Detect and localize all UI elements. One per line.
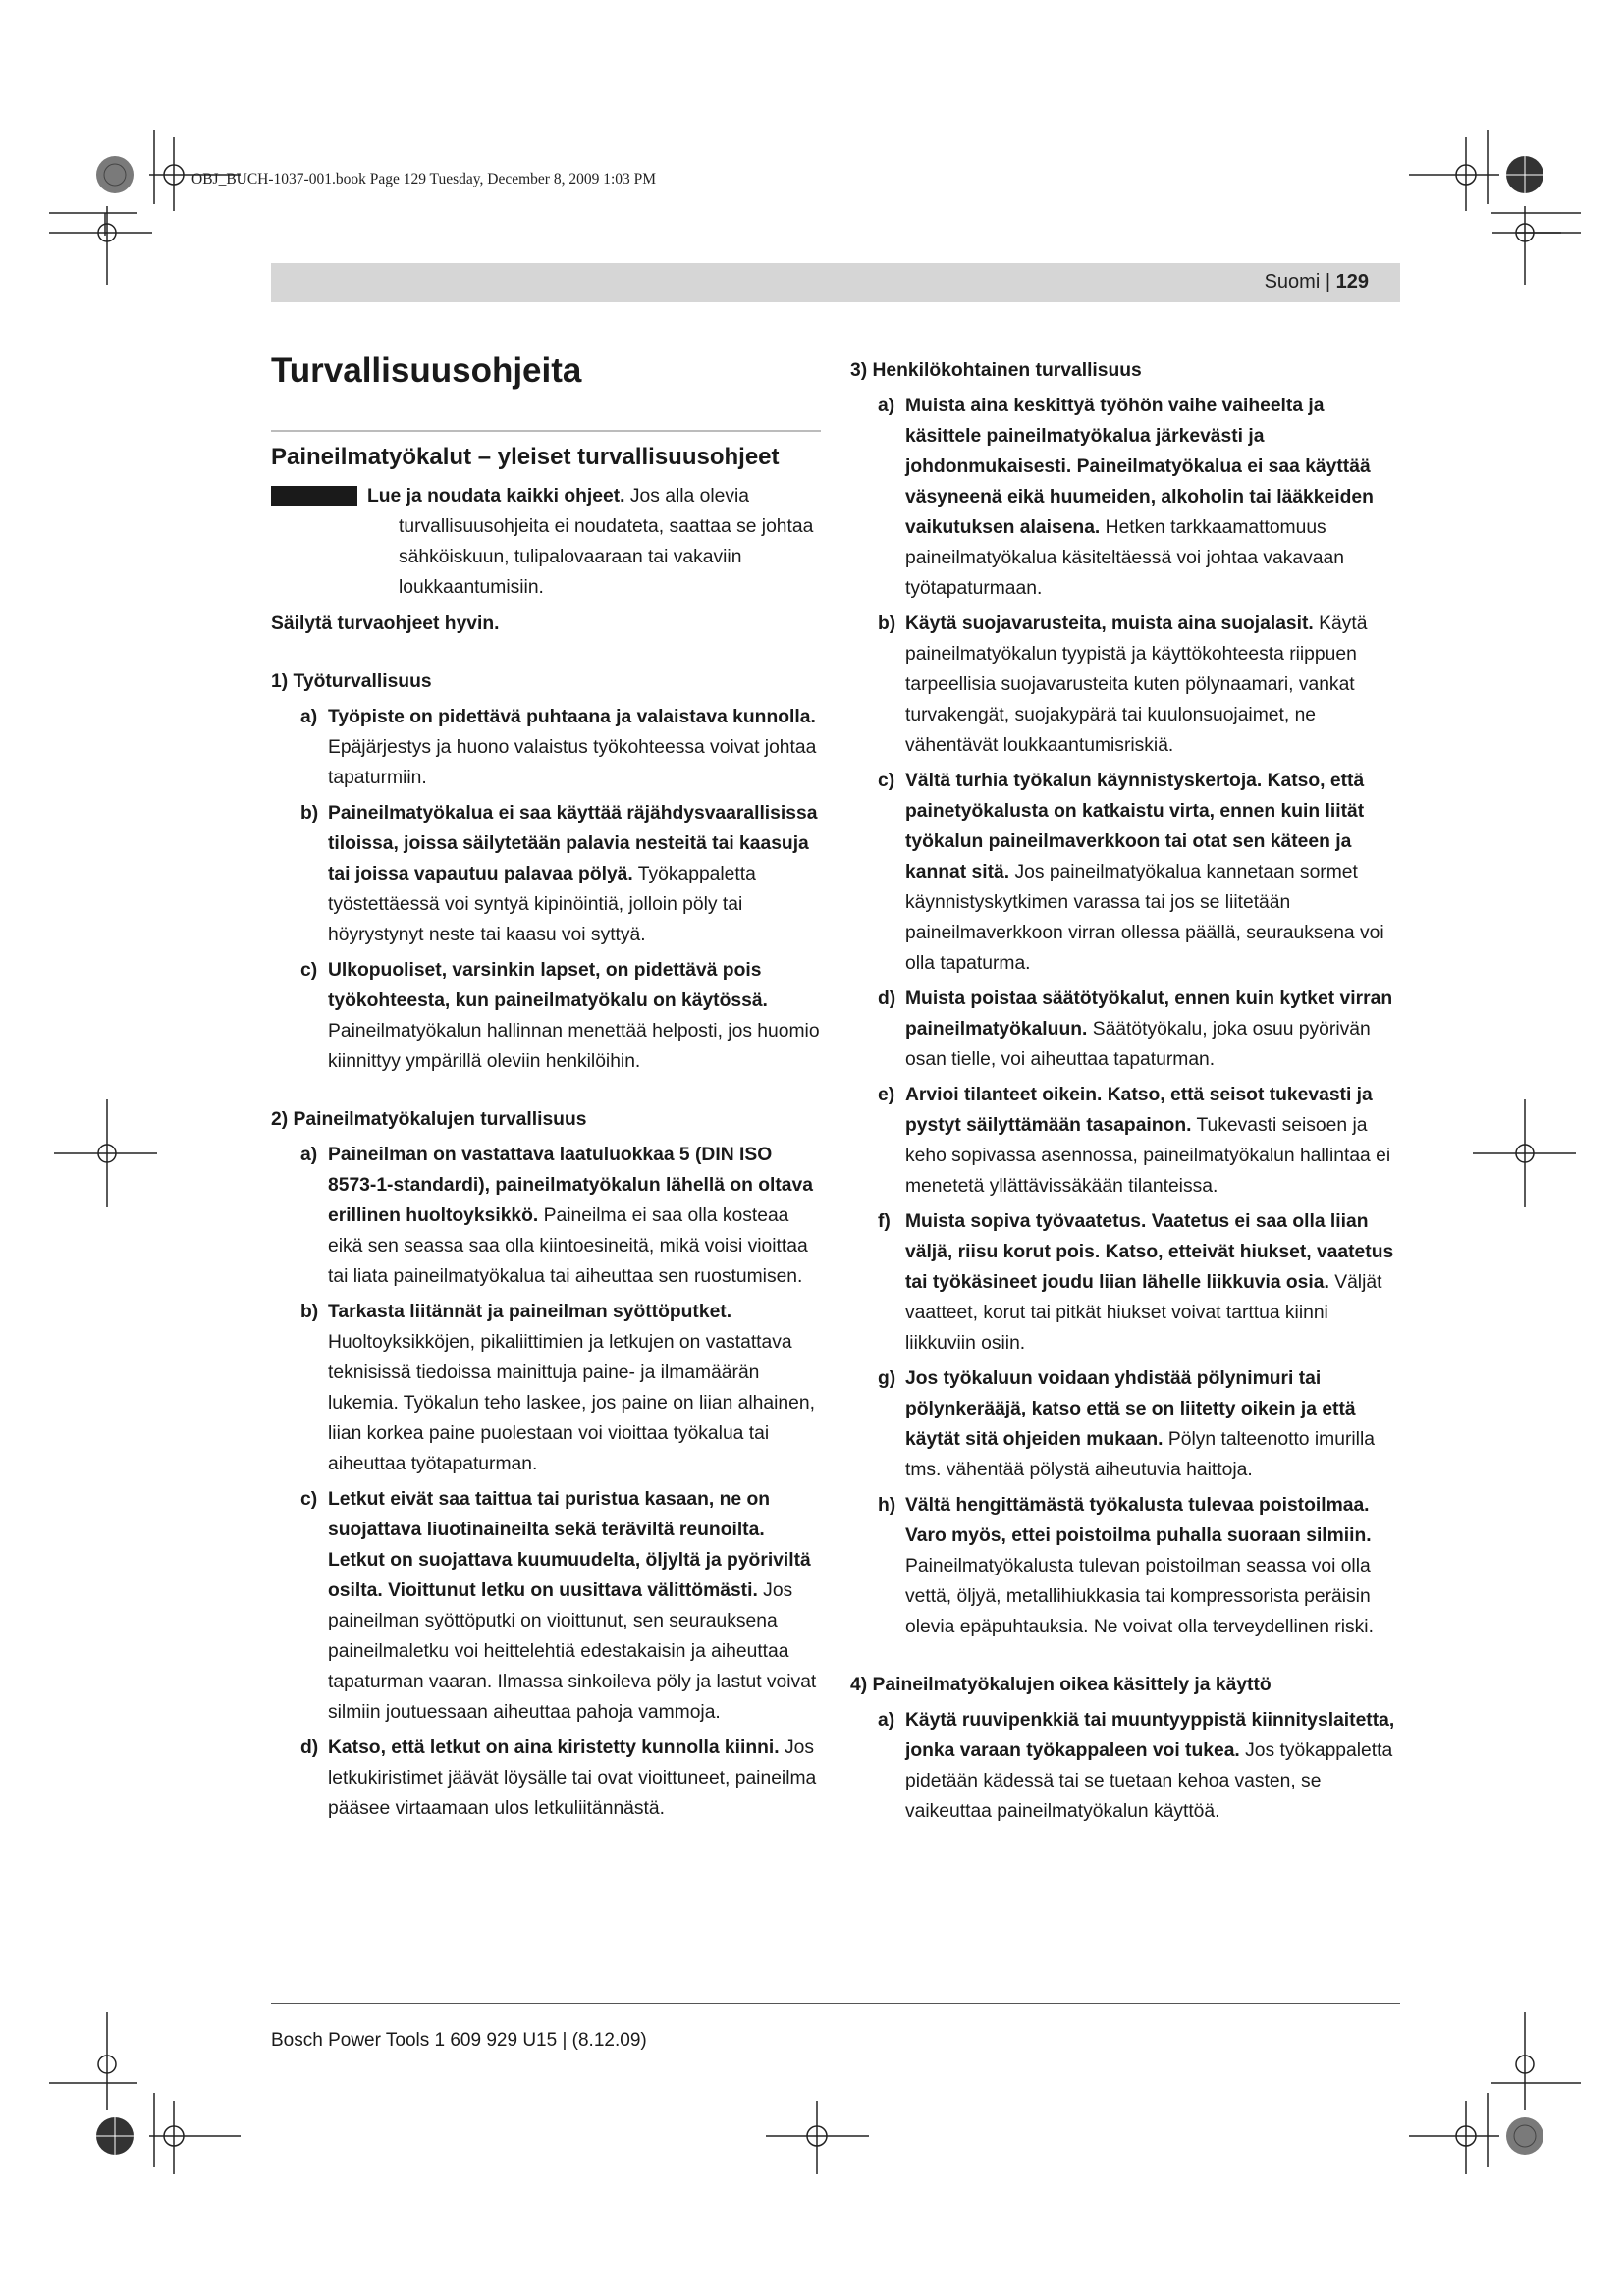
item-label: c) bbox=[300, 1489, 318, 1511]
item-bold: Paineilmatyökalua ei saa käyttää räjähdysvaarallisissa tiloissa, joissa säilytetään palavia nesteitä tai kaasuja tai joissa vapautuu palavaa pölyä. bbox=[328, 803, 818, 885]
item-bold: Tarkasta liitännät ja paineilman syöttöputket. bbox=[328, 1302, 732, 1323]
list-item bbox=[878, 1206, 1400, 1359]
section-subtitle: Paineilmatyökalut – yleiset turvallisuusohjeet bbox=[271, 444, 780, 471]
item-label: e) bbox=[878, 1085, 895, 1105]
item-text: Jos paineilmatyökalua kannetaan sormet käynnistyskytkimen varassa tai jos se liitetään paineilmaverkkoon virran ollessa päällä, seurauksena voi olla tapaturma. bbox=[905, 862, 1384, 974]
page-title: Turvallisuusohjeita bbox=[271, 351, 582, 390]
item-text: Paineilmatyökalusta tulevan poistoilman seassa voi olla vettä, öljyä, metallihiukkasia tai kompressorista peräisin olevia epäpuhtauksia. Ne voivat olla terveydellinen riski. bbox=[905, 1556, 1374, 1637]
item-body bbox=[905, 609, 1400, 761]
item-text: Säätötyökalu, joka osuu pyörivän osan tielle, voi aiheuttaa tapaturman. bbox=[905, 1019, 1371, 1070]
item-text: Jos letkukiristimet jäävät löysälle tai ovat vioittuneet, paineilma pääsee virtaamaan ulos letkuliitännästä. bbox=[328, 1737, 817, 1820]
warning-badge: ▲ VAROITUS bbox=[271, 486, 357, 506]
item-text: Paineilmatyökalun hallinnan menettää helposti, jos huomio kiinnittyy ympärillä oleviin henkilöihin. bbox=[328, 1021, 820, 1073]
list-item bbox=[878, 1705, 1400, 1827]
item-label: g) bbox=[878, 1368, 896, 1389]
item-bold: Käytä ruuvipenkkiä tai muuntyyppistä kiinnityslaitetta, jonka varaan työkappaleen voi tukea. bbox=[905, 1710, 1395, 1761]
item-bold: Muista poistaa säätötyökalut, ennen kuin kytket virran paineilmatyökaluun. bbox=[905, 988, 1393, 1040]
section-items bbox=[271, 1140, 821, 1824]
warning-paragraph bbox=[20, 481, 821, 603]
page-header bbox=[271, 263, 1400, 302]
item-label: b) bbox=[300, 1302, 319, 1323]
item-body bbox=[905, 1490, 1400, 1642]
item-text: Paineilma ei saa olla kosteaa eikä sen seassa saa olla kiintoesineitä, mikä voisi vioittaa tai liata paineilmatyökalua tai aiheuttaa sen ruostumisen. bbox=[328, 1205, 808, 1288]
warning-lead: Lue ja noudata kaikki ohjeet. bbox=[367, 486, 625, 507]
list-item bbox=[300, 798, 821, 950]
section-heading: 4) Paineilmatyökalujen oikea käsittely ja käyttö bbox=[850, 1675, 1272, 1695]
item-label: a) bbox=[878, 1710, 895, 1731]
right-column bbox=[850, 344, 1400, 1827]
list-item bbox=[878, 766, 1400, 979]
left-column bbox=[20, 344, 821, 1824]
item-label: d) bbox=[300, 1737, 319, 1759]
item-body bbox=[328, 1297, 821, 1479]
item-text: Käytä paineilmatyökalun tyypistä ja käyttökohteesta riippuen tarpeellisia suojavarusteita kuten pölynaamari, vankat turvakengät, suojakypärä tai kuulonsuojaimet, ne vähentävät loukkaantumisriskiä. bbox=[905, 614, 1368, 756]
item-label: c) bbox=[300, 960, 318, 982]
item-label: d) bbox=[878, 988, 896, 1009]
item-body bbox=[905, 1363, 1400, 1485]
item-body bbox=[328, 1140, 821, 1292]
item-text: Tukevasti seisoen ja keho sopivassa asennossa, paineilmatyökalun hallintaa ei menetetä yllättävissäkään tilanteissa. bbox=[905, 1115, 1391, 1197]
list-item bbox=[878, 1490, 1400, 1642]
item-label: f) bbox=[878, 1211, 891, 1232]
item-bold: Työpiste on pidettävä puhtaana ja valaistava kunnolla. bbox=[328, 707, 816, 728]
section-items bbox=[271, 702, 821, 1077]
list-item bbox=[878, 1363, 1400, 1485]
list-item bbox=[300, 1733, 821, 1824]
header-separator: | bbox=[1325, 271, 1331, 293]
item-label: h) bbox=[878, 1495, 896, 1516]
item-label: c) bbox=[878, 771, 895, 791]
item-body bbox=[328, 798, 821, 950]
keep-notice: Säilytä turvaohjeet hyvin. bbox=[271, 614, 500, 635]
item-text: Pölyn talteenotto imurilla tms. vähentää pölystä aiheutuvia haittoja. bbox=[905, 1429, 1375, 1480]
item-bold: Katso, että letkut on aina kiristetty kunnolla kiinni. bbox=[328, 1737, 780, 1759]
item-bold: Vältä turhia työkalun käynnistyskertoja. Katso, että painetyökalusta on katkaistu virta, ennen kuin liität työkalun paineilmaverkkoon tai otat sen käteen ja kannat sitä. bbox=[905, 771, 1365, 882]
list-item bbox=[878, 1080, 1400, 1201]
item-body bbox=[328, 1484, 821, 1728]
list-item bbox=[878, 609, 1400, 761]
title-divider bbox=[271, 430, 821, 432]
section-items bbox=[850, 1705, 1400, 1827]
item-bold: Ulkopuoliset, varsinkin lapset, on pidettävä pois työkohteesta, kun paineilmatyökalu on käytössä. bbox=[328, 960, 768, 1012]
section-heading: 2) Paineilmatyökalujen turvallisuus bbox=[271, 1109, 587, 1131]
list-item bbox=[300, 1484, 821, 1728]
section-heading: 3) Henkilökohtainen turvallisuus bbox=[850, 360, 1142, 381]
book-info-line: OBJ_BUCH-1037-001.book Page 129 Tuesday, December 8, 2009 1:03 PM bbox=[191, 171, 657, 187]
item-label: a) bbox=[300, 1145, 318, 1166]
item-body bbox=[905, 766, 1400, 979]
item-body bbox=[905, 1206, 1400, 1359]
item-body bbox=[905, 984, 1400, 1075]
warning-text: Jos alla olevia turvallisuusohjeita ei noudateta, saattaa se johtaa sähköiskuun, tulipalovaaraan tai vakaviin loukkaantumisiin. bbox=[399, 486, 814, 599]
item-bold: Paineilman on vastattava laatuluokkaa 5 (DIN ISO 8573-1-standardi), paineilmatyökalun lähellä on oltava erillinen huoltoyksikkö. bbox=[328, 1145, 813, 1227]
footer-divider bbox=[271, 2003, 1400, 2004]
item-body bbox=[328, 955, 821, 1077]
item-label: b) bbox=[300, 803, 319, 825]
page-footer: Bosch Power Tools 1 609 929 U15 | (8.12.09) bbox=[271, 2030, 647, 2051]
list-item bbox=[878, 391, 1400, 604]
item-label: a) bbox=[300, 707, 318, 728]
list-item bbox=[300, 1297, 821, 1479]
header-page-number: 129 bbox=[1335, 271, 1369, 293]
item-text: Työkappaletta työstettäessä voi syntyä kipinöintiä, jolloin pöly tai höyrystynyt neste tai kaasu voi syttyä. bbox=[328, 864, 756, 946]
list-item bbox=[300, 702, 821, 793]
item-text: Hetken tarkkaamattomuus paineilmatyökalua käsiteltäessä voi johtaa vakavaan työtapaturmaan. bbox=[905, 517, 1344, 599]
item-text: Epäjärjestys ja huono valaistus työkohteessa voivat johtaa tapaturmiin. bbox=[328, 737, 817, 789]
item-bold: Muista sopiva työvaatetus. Vaatetus ei saa olla liian väljä, riisu korut pois. Katso, etteivät hiukset, vaatetus tai työkäsineet joudu liian lähelle liikkuvia osia. bbox=[905, 1211, 1394, 1293]
item-body bbox=[328, 1733, 821, 1824]
list-item bbox=[300, 1140, 821, 1292]
header-language: Suomi bbox=[1264, 271, 1321, 293]
item-body bbox=[328, 702, 821, 793]
item-text: Jos työkappaletta pidetään kädessä tai se tuetaan kehoa vasten, se vaikeuttaa paineilmatyökalun käyttöä. bbox=[905, 1740, 1393, 1822]
item-bold: Jos työkaluun voidaan yhdistää pölynimuri tai pölynkerääjä, katso että se on liitetty oikein ja että käytät sitä ohjeiden mukaan. bbox=[905, 1368, 1356, 1450]
item-label: a) bbox=[878, 396, 895, 416]
item-bold: Vältä hengittämästä työkalusta tulevaa poistoilmaa. Varo myös, ettei poistoilma puhalla suoraan silmiin. bbox=[905, 1495, 1372, 1546]
item-body bbox=[905, 1705, 1400, 1827]
warning-label: VAROITUS bbox=[150, 487, 227, 505]
item-bold: Muista aina keskittyä työhön vaihe vaiheelta ja käsittele paineilmatyökalua järkevästi ja johdonmukaisesti. Paineilmatyökalua ei saa käyttää väsyneenä eikä huumeiden, alkoholin tai lääkkeiden vaikutuksen alaisena. bbox=[905, 396, 1374, 538]
item-text: Jos paineilman syöttöputki on vioittunut, sen seurauksena paineilmaletku voi heittelehtiä edestakaisin ja aiheuttaa tapaturman vaaran. Ilmassa sinkoileva pöly ja lastut voivat silmiin joutuessaan aiheuttaa pahoja vammoja. bbox=[328, 1580, 817, 1724]
item-label: b) bbox=[878, 614, 896, 634]
list-item bbox=[878, 984, 1400, 1075]
list-item bbox=[300, 955, 821, 1077]
item-bold: Käytä suojavarusteita, muista aina suojalasit. bbox=[905, 614, 1314, 634]
section-items bbox=[850, 391, 1400, 1642]
header-text bbox=[1265, 271, 1369, 294]
section-heading: 1) Työturvallisuus bbox=[271, 671, 432, 693]
item-bold: Arvioi tilanteet oikein. Katso, että seisot tukevasti ja pystyt säilyttämään tasapainon. bbox=[905, 1085, 1373, 1136]
item-bold: Letkut eivät saa taittua tai puristua kasaan, ne on suojattava liuotinaineilta sekä teräviltä reunoilta. Letkut on suojattava kuumuudelta, öljyltä ja pyöriviltä osilta. Vioittunut letku on uusittava välittömästi. bbox=[328, 1489, 811, 1602]
item-text: Huoltoyksikköjen, pikaliittimien ja letkujen on vastattava teknisissä tiedoissa mainittuja paine- ja ilmamäärän lukemia. Työkalun teho laskee, jos paine on liian alhainen, liian korkea paine puolestaan voi vioittaa työkalua tai aiheuttaa työtapaturman. bbox=[328, 1332, 815, 1475]
item-body bbox=[905, 391, 1400, 604]
item-body bbox=[905, 1080, 1400, 1201]
item-text: Väljät vaatteet, korut tai pitkät hiukset voivat tarttua kiinni liikkuviin osiin. bbox=[905, 1272, 1382, 1354]
